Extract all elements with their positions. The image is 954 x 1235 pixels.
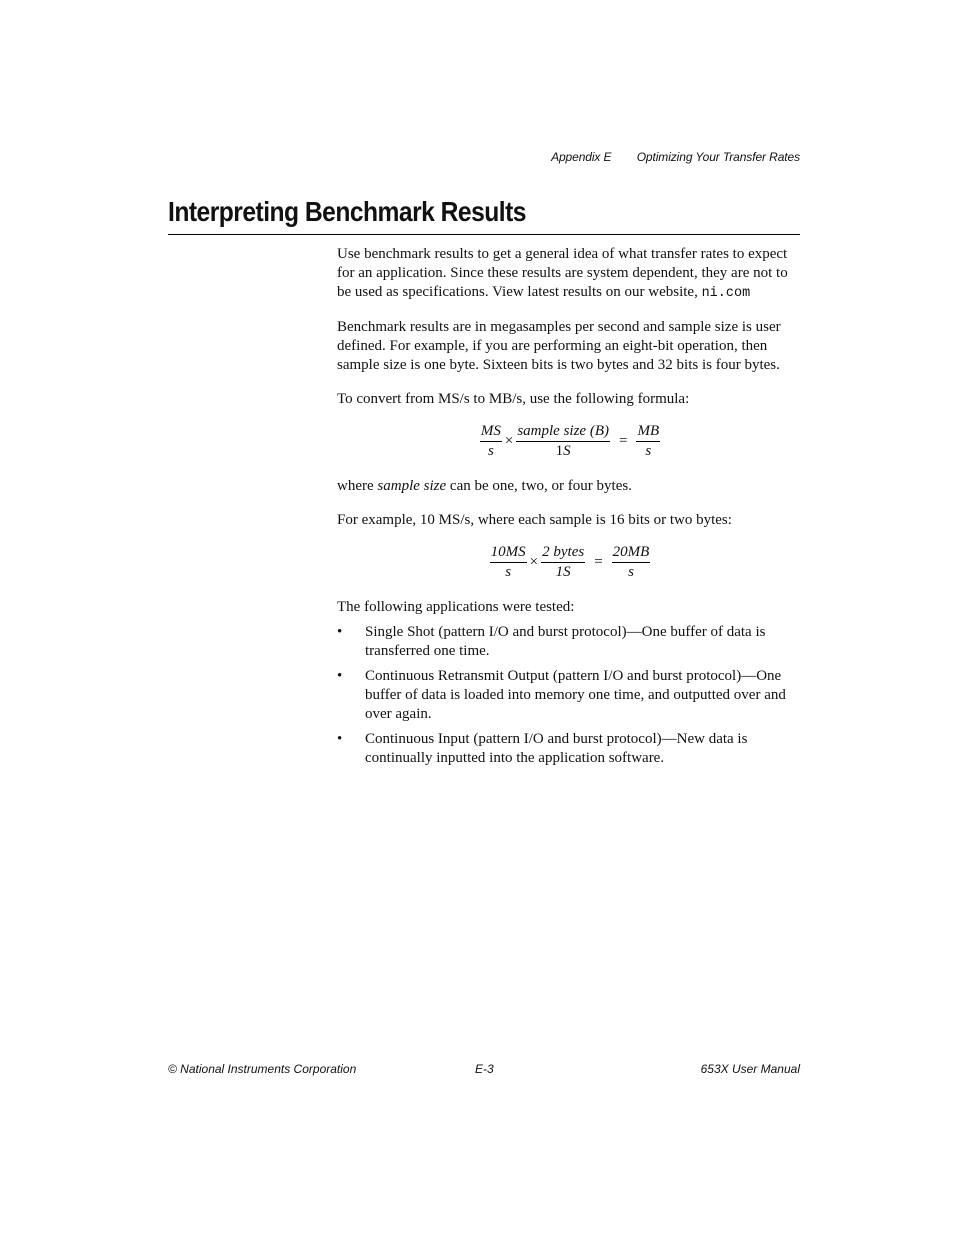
applications-intro: The following applications were tested: bbox=[337, 599, 575, 615]
fraction-numerator: 2 bytes bbox=[541, 544, 585, 563]
website-link[interactable]: ni.com bbox=[701, 286, 751, 301]
example-formula bbox=[337, 540, 803, 584]
fraction-denominator bbox=[556, 442, 571, 460]
fraction-mb-per-s bbox=[636, 423, 660, 460]
list-item bbox=[337, 667, 803, 724]
times-operator: × bbox=[529, 553, 539, 570]
fraction-numerator: 20MB bbox=[612, 544, 651, 563]
conversion-formula bbox=[337, 419, 803, 463]
units-paragraph: Benchmark results are in megasamples per second and sample size is user defined. For example, if you are performing an eight-bit operation, then sample size is one byte. Sixteen bits is two bytes and 32 bits is four bytes. bbox=[337, 319, 781, 373]
sample-size-paragraph bbox=[337, 477, 803, 496]
denominator-digit: 1 bbox=[555, 442, 564, 459]
intro-paragraph bbox=[337, 245, 803, 303]
footer-page-number: E-3 bbox=[475, 1062, 494, 1076]
fraction-2-bytes bbox=[541, 544, 585, 581]
text-segment: can be one, two, or four bytes. bbox=[449, 478, 632, 494]
section-title: Interpreting Benchmark Results bbox=[168, 196, 526, 227]
running-header bbox=[551, 150, 800, 164]
equals-operator: = bbox=[594, 553, 603, 570]
applications-list bbox=[337, 623, 803, 768]
fraction-numerator: MS bbox=[480, 423, 502, 442]
bullet-icon: • bbox=[337, 624, 343, 640]
bullet-icon: • bbox=[337, 668, 343, 684]
fraction-10ms-per-s bbox=[490, 544, 527, 581]
fraction-denominator: s bbox=[628, 563, 634, 580]
fraction-denominator: s bbox=[487, 442, 494, 459]
conversion-paragraph: To convert from MS/s to MB/s, use the following formula: bbox=[337, 391, 690, 407]
list-item-text: Continuous Retransmit Output (pattern I/O and burst protocol)—One buffer of data is loaded into memory one time, and outputted over and over again. bbox=[365, 668, 786, 722]
header-chapter: Appendix E bbox=[551, 150, 612, 164]
text-segment: where bbox=[337, 478, 374, 494]
equals-operator: = bbox=[618, 432, 628, 449]
title-rule bbox=[168, 234, 800, 235]
list-item bbox=[337, 623, 803, 661]
footer-manual-title: 653X User Manual bbox=[700, 1062, 800, 1076]
denominator-variable: S bbox=[563, 442, 571, 459]
fraction-numerator: sample size (B) bbox=[516, 423, 610, 442]
example-paragraph: For example, 10 MS/s, where each sample is 16 bits or two bytes: bbox=[337, 512, 732, 528]
fraction-denominator: 1S bbox=[555, 563, 571, 580]
header-title: Optimizing Your Transfer Rates bbox=[636, 150, 800, 164]
list-item-text: Continuous Input (pattern I/O and burst protocol)—New data is continually inputted into the application software. bbox=[365, 731, 748, 766]
footer-copyright: © National Instruments Corporation bbox=[168, 1062, 357, 1076]
fraction-ms-per-s bbox=[480, 423, 502, 460]
times-operator: × bbox=[504, 432, 514, 449]
fraction-denominator: s bbox=[645, 442, 652, 459]
emphasis-sample-size: sample size bbox=[377, 478, 447, 494]
list-item bbox=[337, 730, 803, 768]
list-item-text: Single Shot (pattern I/O and burst protocol)—One buffer of data is transferred one time. bbox=[365, 624, 766, 659]
fraction-sample-size bbox=[516, 423, 610, 460]
bullet-icon: • bbox=[337, 731, 343, 747]
fraction-numerator: 10MS bbox=[490, 544, 527, 563]
intro-text: Use benchmark results to get a general idea of what transfer rates to expect for an application. Since these results are system dependent, they are not to be used as specifications. View latest results on our website, bbox=[337, 246, 788, 300]
body-column bbox=[337, 245, 803, 774]
fraction-denominator: s bbox=[505, 563, 512, 580]
fraction-20mb-per-s bbox=[612, 544, 651, 581]
fraction-numerator: MB bbox=[636, 423, 660, 442]
